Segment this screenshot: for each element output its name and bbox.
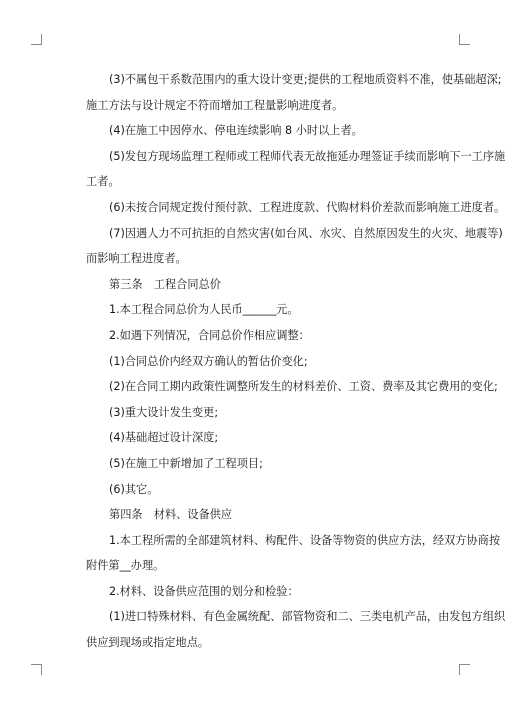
document-body: [86, 67, 505, 656]
paragraph-line: (5)在施工中新增加了工程项目;: [109, 456, 263, 470]
paragraph-line: 供应到现场或指定地点。: [86, 636, 210, 650]
paragraph-line: (7)因遇人力不可抗拒的自然灾害(如台风、水灾、自然原因发生的火灾、地震等): [109, 226, 503, 240]
paragraph-line: 而影响工程进度者。: [86, 252, 187, 266]
paragraph-line: (3)重大设计发生变更;: [109, 405, 219, 419]
paragraph-line: 1.本工程所需的全部建筑材料、构配件、设备等物资的供应方法，经双方协商按: [109, 533, 501, 547]
paragraph-line: (4)基础超过设计深度;: [109, 431, 219, 445]
paragraph-line: (6)其它。: [109, 482, 159, 496]
paragraph-line: (6)未按合同规定拨付预付款、工程进度款、代购材料价差款而影响施工进度者。: [109, 200, 505, 214]
paragraph-line: 工者。: [86, 175, 120, 189]
crop-mark-bottom-right: [459, 664, 470, 675]
crop-mark-top-right: [459, 34, 470, 45]
crop-mark-top-left: [31, 34, 42, 45]
paragraph-line: 2.如遇下列情况，合同总价作相应调整：: [109, 328, 310, 342]
paragraph-line: (1)进口特殊材料、有色金属统配、部管物资和二、三类电机产品，由发包方组织: [109, 610, 505, 624]
paragraph-line: (1)合同总价内经双方确认的暂估价变化;: [109, 354, 308, 368]
paragraph-line: (5)发包方现场监理工程师或工程师代表无故拖延办理签证手续而影响下一工序施: [109, 149, 505, 163]
paragraph-line: 2.材料、设备供应范围的划分和检验：: [109, 584, 299, 598]
paragraph-line: 附件第__办理。: [86, 559, 165, 573]
paragraph-line: (4)在施工中因停水、停电连续影响 8 小时以上者。: [109, 124, 363, 138]
paragraph-line: 第三条 工程合同总价: [109, 277, 221, 291]
paragraph-line: 施工方法与设计规定不符而增加工程量影响进度者。: [86, 98, 344, 112]
paragraph-line: (3)不属包干系数范围内的重大设计变更;提供的工程地质资料不准，使基础超深;: [109, 73, 502, 86]
paragraph-line: 第四条 材料、设备供应: [109, 508, 233, 522]
paragraph-line: 1.本工程合同总价为人民币______元。: [109, 303, 299, 317]
crop-mark-bottom-left: [31, 664, 42, 675]
paragraph-line: (2)在合同工期内政策性调整所发生的材料差价、工资、费率及其它费用的变化;: [109, 380, 498, 394]
